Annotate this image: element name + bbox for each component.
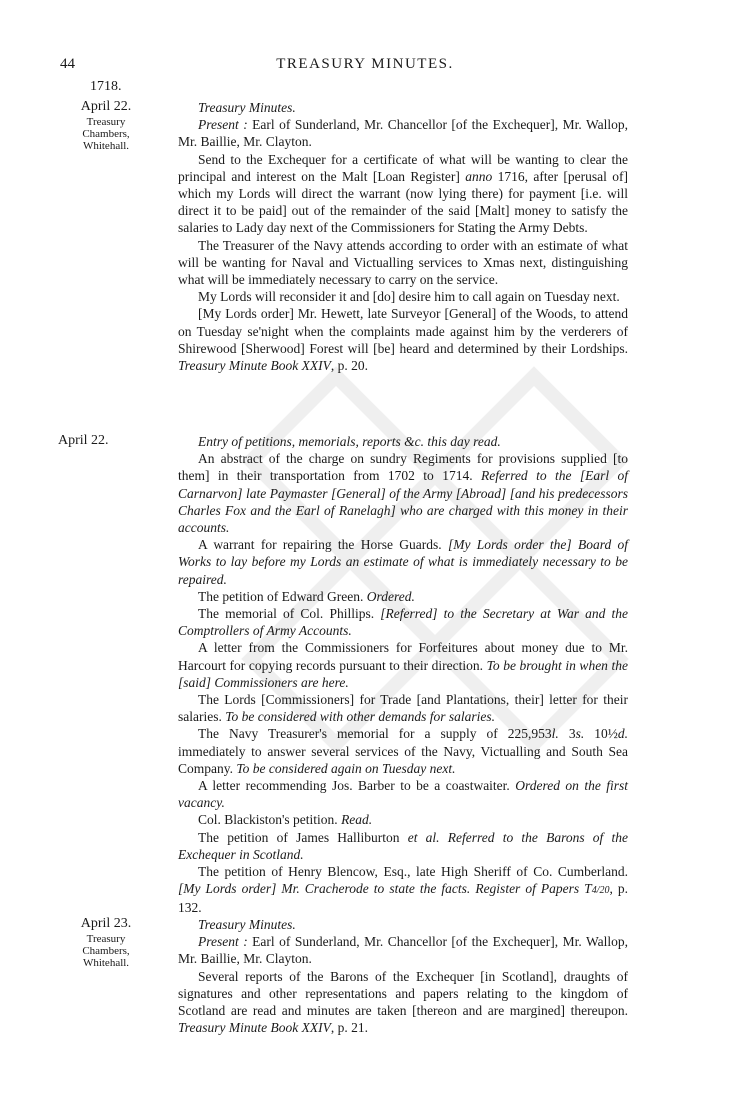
running-title: TREASURY MINUTES. [276, 56, 454, 72]
entry-2-para-11: The petition of Henry Blencow, Esq., late High Sheriff of Co. Cumberland. [My Lords order] Mr. Cracherode to state the facts. Register of Papers T4/20, p. 132. [178, 864, 629, 916]
entry-2-para-4: The memorial of Col. Phillips. [Referred] to the Secretary at War and the Comptrollers of Army Accounts. [178, 606, 628, 639]
entry-3-place-3: Whitehall. [82, 957, 130, 969]
entry-3-source-ref: Treasury Minute Book XXIV [178, 1020, 331, 1036]
entry-1-place-3: Whitehall. [82, 140, 130, 152]
entry-3-place-1: Treasury [86, 933, 126, 945]
page-number: 44 [60, 56, 75, 72]
entry-3-heading: Treasury Minutes. [198, 917, 296, 932]
entry-2-para-5: A letter from the Commissioners for Forfeitures about money due to Mr. Harcourt for copying records pursuant to their direction. To be brought in when the [said] Commissioners are here. [178, 640, 628, 690]
entry-2-para-8: A letter recommending Jos. Barber to be a coastwaiter. Ordered on the first vacancy. [178, 778, 628, 811]
entry-3-present-text: Earl of Sunderland, Mr. Chancellor [of the Exchequer], Mr. Wallop, Mr. Baillie, Mr. Clayton. [178, 934, 629, 967]
entry-2-para-3: The petition of Edward Green. Ordered. [198, 588, 415, 604]
entry-2-para-6: The Lords [Commissioners] for Trade [and Plantations, their] letter for their salaries. To be considered with other demands for salaries. [178, 692, 628, 725]
entry-3-body [178, 916, 628, 1036]
entry-1-present-label: Present : [198, 117, 248, 133]
entry-2-para-9: Col. Blackiston's petition. Read. [198, 812, 373, 828]
entry-1-margin [58, 99, 154, 152]
entry-2-fraction: 4/20 [591, 885, 610, 897]
entry-1-place-1: Treasury [86, 116, 126, 128]
entry-2-para-1: An abstract of the charge on sundry Regiments for provisions supplied [to them] in their transportation from 1702 to 1714. Referred to the [Earl of Carnarvon] late Paymaster [General] of the Army [Abroad] [and his predecessors Charles Fox and the Earl of Ranelagh] who are charged with this money in their accounts. [178, 451, 628, 536]
entry-3-margin [58, 916, 154, 969]
entry-1-para-2: The Treasurer of the Navy attends according to order with an estimate of what will be wanting for Naval and Victualling services to Xmas next, distinguishing what will be immediately necessary to carry on the service. [178, 237, 628, 288]
entry-1-body [178, 99, 628, 374]
entry-3-date: April 23. [80, 916, 132, 931]
entry-2-margin [58, 433, 154, 450]
entry-2-date: April 22. [58, 433, 109, 448]
entry-1-para-3: My Lords will reconsider it and [do] desire him to call again on Tuesday next. [198, 289, 620, 305]
entry-3-place-2: Chambers, [82, 945, 130, 957]
entry-1-para-4: [My Lords order] Mr. Hewett, late Surveyor [General] of the Woods, to attend on Tuesday se'night when the complaints made against him by the verderers of Shirewood [Sherwood] Forest will [be] heard and determined by their Lordships. Treasury Minute Book XXIV, p. 20. [178, 306, 628, 374]
entry-2-para-10: The petition of James Halliburton et al. Referred to the Barons of the Exchequer in Scotland. [178, 829, 628, 862]
entry-2-para-2: A warrant for repairing the Horse Guards. [My Lords order the] Board of Works to lay before my Lords an estimate of what is immediately necessary to be repaired. [178, 537, 629, 587]
entry-1-place-2: Chambers, [82, 128, 130, 140]
entry-2-body [178, 433, 628, 917]
entry-3-present-label: Present : [198, 934, 248, 950]
entry-2-para-7: The Navy Treasurer's memorial for a supply of 225,953l. 3s. 10½d. immediately to answer several services of the Navy, Victualling and South Sea Company. To be considered again on Tuesday next. [178, 726, 629, 776]
entry-1-source-ref: Treasury Minute Book XXIV [178, 358, 331, 374]
page-header [56, 56, 674, 80]
entry-1-date: April 22. [80, 99, 132, 114]
entry-1-heading: Treasury Minutes. [198, 100, 296, 115]
entry-3-para-1: Several reports of the Barons of the Exchequer [in Scotland], draughts of signatures and other representations and papers relating to the kingdom of Scotland are read and minutes are taken [thereon and are margined] thereupon. Treasury Minute Book XXIV, p. 21. [178, 968, 628, 1036]
entry-2-heading: Entry of petitions, memorials, reports &c. this day read. [198, 434, 501, 449]
year-label: 1718. [90, 79, 122, 94]
entry-1-para-1: Send to the Exchequer for a certificate of what will be wanting to clear the principal and interest on the Malt [Loan Register] anno 1716, after [perusal of] which my Lords will direct the warrant (now lying there) for payment [i.e. will direct it to be paid] out of the remainder of the said [Malt] money to satisfy the salaries to Lady day next of the Commissioners for Stating the Army Debts. [178, 151, 629, 236]
entry-1-present-text: Earl of Sunderland, Mr. Chancellor [of the Exchequer], Mr. Wallop, Mr. Baillie, Mr. Clayton. [178, 117, 629, 150]
